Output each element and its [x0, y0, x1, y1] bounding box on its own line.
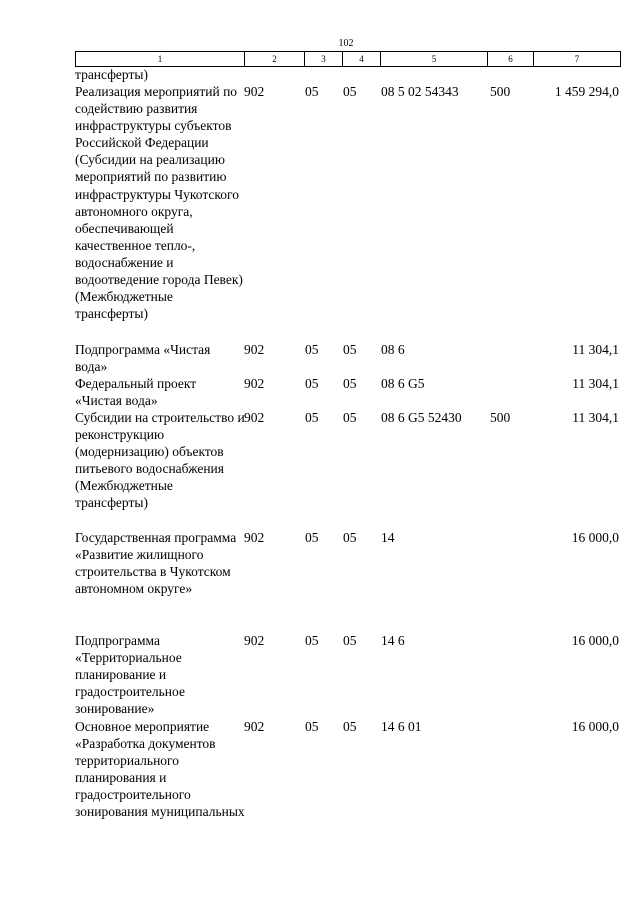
row-target-article: 14 6	[381, 633, 405, 648]
row-grbs: 902	[244, 342, 265, 357]
row-subsection: 05	[343, 530, 357, 545]
table-row	[0, 66, 640, 83]
row-name: трансферты)	[75, 67, 148, 82]
row-target-article: 08 5 02 54343	[381, 84, 459, 99]
row-subsection: 05	[343, 342, 357, 357]
table-row	[0, 632, 640, 718]
column-header-table	[75, 51, 621, 67]
row-name: Федеральный проект «Чистая вода»	[75, 376, 197, 409]
row-section: 05	[305, 84, 319, 99]
column-header-5: 5	[381, 52, 488, 67]
row-amount: 16 000,0	[571, 719, 619, 734]
row-section: 05	[305, 342, 319, 357]
page-number: 102	[338, 38, 354, 49]
row-grbs: 902	[244, 719, 265, 734]
table-row	[0, 529, 640, 632]
row-grbs: 902	[244, 530, 265, 545]
row-section: 05	[305, 719, 319, 734]
column-header-7: 7	[534, 52, 621, 67]
column-header-6: 6	[488, 52, 534, 67]
table-row	[0, 718, 640, 838]
row-amount: 11 304,1	[572, 410, 619, 425]
row-name: Подпрограмма «Территориальное планирование и градостроительное зонирование»	[75, 633, 185, 717]
row-section: 05	[305, 410, 319, 425]
row-amount: 11 304,1	[572, 376, 619, 391]
row-name: Субсидии на строительство и реконструкцию (модернизацию) объектов питьевого водоснабжения (Межбюджетные трансферты)	[75, 410, 245, 511]
column-header-row	[76, 52, 621, 67]
row-target-article: 08 6 G5	[381, 376, 425, 391]
table-row	[0, 409, 640, 529]
row-target-article: 08 6	[381, 342, 405, 357]
row-grbs: 902	[244, 410, 265, 425]
row-grbs: 902	[244, 633, 265, 648]
row-name: Реализация мероприятий по содействию развития инфраструктуры субъектов Российской Федерации (Субсидии на реализацию мероприятий по развитию инфраструктуры Чукотского автономного округа, обеспечивающей качественное тепло-, водоснабжение и водоотведение города Певек) (Межбюджетные трансферты)	[75, 84, 243, 322]
row-subsection: 05	[343, 410, 357, 425]
column-header-2: 2	[245, 52, 305, 67]
row-subsection: 05	[343, 376, 357, 391]
column-header-3: 3	[305, 52, 343, 67]
row-name: Государственная программа «Развитие жилищного строительства в Чукотском автономном округе»	[75, 530, 237, 597]
table-row	[0, 375, 640, 409]
row-section: 05	[305, 530, 319, 545]
budget-table-body	[0, 66, 640, 838]
row-name: Подпрограмма «Чистая вода»	[75, 342, 211, 375]
row-target-article: 14 6 01	[381, 719, 422, 734]
row-expense-type: 500	[490, 410, 511, 425]
table-row	[0, 341, 640, 375]
row-grbs: 902	[244, 84, 265, 99]
row-amount: 11 304,1	[572, 342, 619, 357]
table-row	[0, 83, 640, 341]
row-expense-type: 500	[490, 84, 511, 99]
row-grbs: 902	[244, 376, 265, 391]
column-header-1: 1	[76, 52, 245, 67]
row-target-article: 08 6 G5 52430	[381, 410, 462, 425]
row-target-article: 14	[381, 530, 395, 545]
row-subsection: 05	[343, 719, 357, 734]
row-name: Основное мероприятие «Разработка документов территориального планирования и градостроительного зонирования муниципальных	[75, 719, 245, 820]
column-header-4: 4	[343, 52, 381, 67]
row-section: 05	[305, 633, 319, 648]
row-section: 05	[305, 376, 319, 391]
row-amount: 16 000,0	[571, 633, 619, 648]
row-amount: 1 459 294,0	[554, 84, 619, 99]
row-subsection: 05	[343, 633, 357, 648]
row-amount: 16 000,0	[571, 530, 619, 545]
row-subsection: 05	[343, 84, 357, 99]
